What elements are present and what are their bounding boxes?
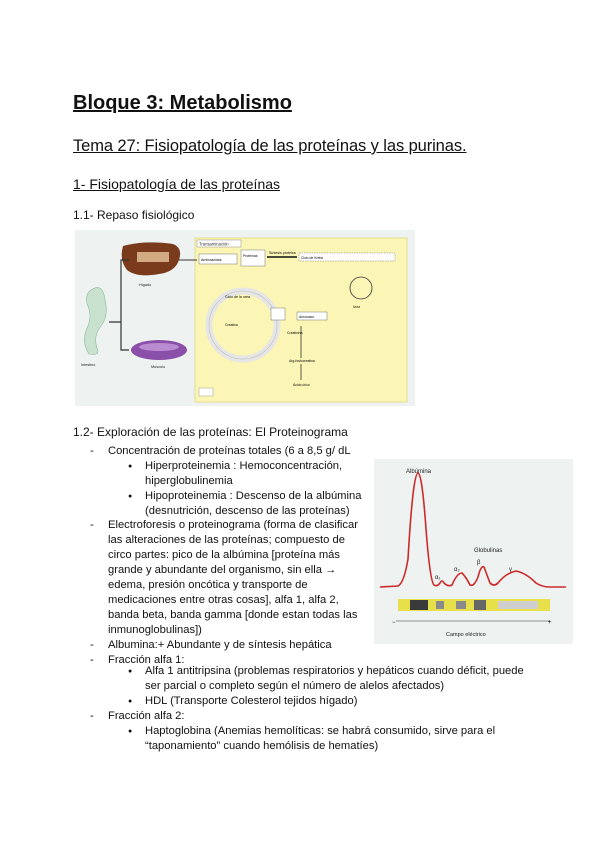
list-item-continuation: ser parcial o completo según el número de alelos afectados): [145, 680, 445, 692]
list-item: - Electroforesis o proteinograma (forma de clasificar: [108, 518, 358, 533]
proteinogram-list: [108, 444, 351, 459]
list-item: ● Hiperproteinemia : Hemoconcentración,: [145, 459, 361, 474]
list-item-continuation: grande y abundante del organismo, sin ella →: [108, 564, 337, 576]
creatinina-label: Creatinina: [287, 331, 303, 335]
alpha2-label: α₂: [454, 567, 460, 573]
transaminacion-label: Transaminación: [199, 241, 229, 247]
ciclo-urea-label: Ciclo de la urea: [225, 295, 250, 299]
list-item-continuation: medicaciones entre otras cosas], alfa 1, alfa 2,: [108, 594, 339, 606]
list-item-continuation: inmunoglobulinas]): [108, 624, 202, 636]
globulinas-label: Globulinas: [474, 548, 503, 554]
alfa1-sublist: [145, 664, 524, 709]
proteinas-label: Proteínas: [243, 254, 258, 258]
list-item-continuation: banda beta, banda gamma [donde estan todas las: [108, 609, 358, 621]
liver-caption: Hígado: [139, 283, 152, 287]
sintesis-label: Síntesis proteica: [269, 251, 296, 255]
list-item-continuation: las alteraciones de las proteínas; compuesto de: [108, 534, 345, 546]
list-item-continuation: “taponamiento” cuando hemólisis de hematíes): [145, 740, 379, 752]
amoniaco-label: Amoníaco: [299, 315, 315, 319]
x-axis-label: Campo eléctrico: [446, 632, 486, 638]
list-item: ● Hipoproteinemia : Descenso de la albúmina: [145, 489, 361, 504]
intestine-caption: Intestino: [81, 363, 96, 367]
gamma-label: γ: [509, 567, 512, 573]
beta-label: β: [477, 560, 481, 566]
aminoacidos-label: Aminoácidos: [201, 258, 222, 262]
alpha1-label: α₁: [435, 575, 441, 581]
section-heading: 1- Fisiopatología de las proteínas: [73, 176, 281, 192]
minus-sign: −: [392, 620, 396, 626]
arginina-label: Arg-fosfocreatina: [289, 359, 315, 363]
list-item: - Albumina:+ Abundante y de síntesis hepática: [108, 638, 358, 653]
protein-metabolism-diagram: [75, 230, 415, 406]
list-item: - Fracción alfa 2:: [108, 709, 184, 724]
alfa2-sublist: [145, 724, 495, 754]
proteinogram-sublist: [145, 459, 361, 519]
list-item: ● Alfa 1 antitripsina (problemas respiratorios y hepáticos cuando déficit, puede: [145, 664, 524, 679]
list-item: ● HDL (Transporte Colesterol tejidos hígado): [145, 694, 524, 709]
creatina-label: Creatina: [225, 323, 238, 327]
albumina-label: Albúmina: [406, 469, 432, 475]
subsection-1-heading: 1.1- Repaso fisiológico: [73, 208, 195, 222]
list-item-continuation: circo partes: pico de la albúmina [proteína más: [108, 549, 340, 561]
list-item-continuation: hiperglobulinemia: [145, 475, 233, 487]
muscle-caption: Músculo: [151, 365, 166, 369]
list-item-continuation: (desnutrición, descenso de las proteínas): [145, 505, 350, 517]
urea-label: Urea: [353, 305, 360, 309]
proteinogram-chart: [374, 459, 573, 644]
list-item: - Concentración de proteínas totales (6 a 8,5 g/ dL: [108, 444, 351, 459]
alfa2-list: [108, 709, 184, 724]
list-item: ● Haptoglobina (Anemias hemolíticas: se habrá consumido, sirve para el: [145, 724, 495, 739]
document-title: Bloque 3: Metabolismo: [73, 92, 292, 114]
plus-sign: +: [548, 620, 552, 626]
topic-title: Tema 27: Fisiopatología de las proteínas y las purinas.: [73, 137, 467, 155]
subsection-2-heading: 1.2- Exploración de las proteínas: El Proteinograma: [73, 425, 348, 439]
list-item: - Fracción alfa 1:: [108, 653, 358, 668]
krebs-label: Ciclo de Krebs: [301, 256, 324, 260]
electroforesis-list: [108, 518, 358, 668]
acido-urico-label: Ácido úrico: [293, 383, 310, 387]
list-item-continuation: edema, presión oncótica y transporte de: [108, 579, 308, 591]
